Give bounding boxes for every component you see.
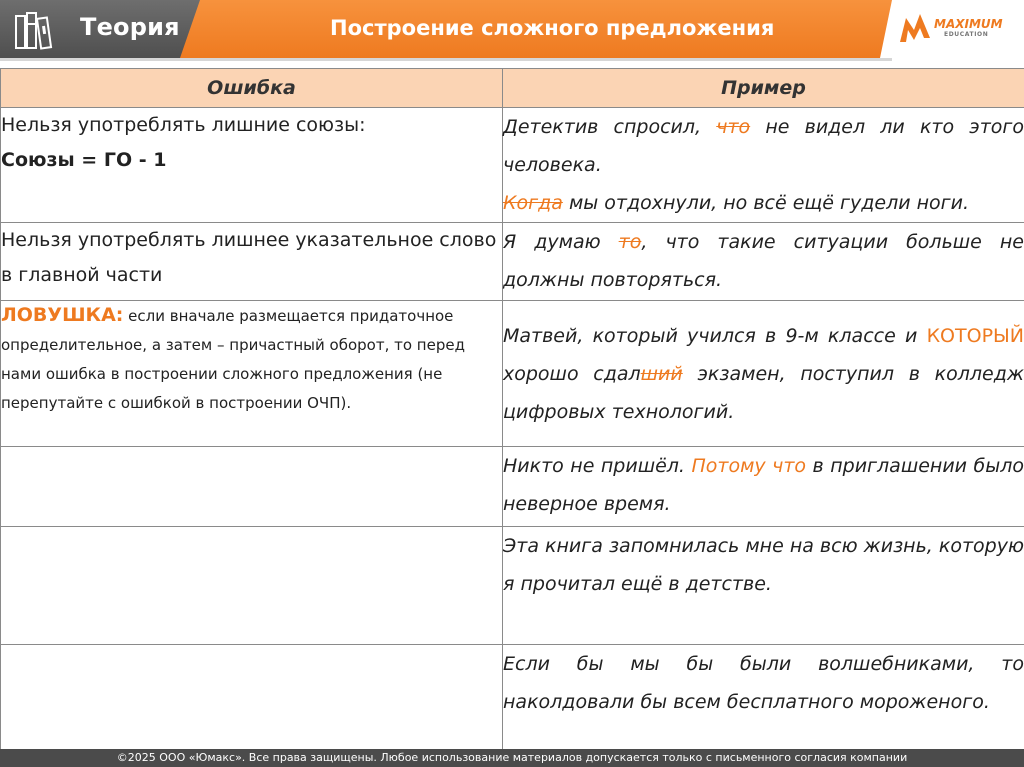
logo-sub-text: EDUCATION (944, 31, 989, 38)
col-header-error: Ошибка (1, 69, 503, 108)
table-row (1, 301, 1024, 447)
example-cell: Я думаю то, что такие ситуации больше не должны повторяться. (503, 223, 1024, 301)
table-header-row (1, 69, 1024, 108)
error-text: Нельзя употреблять лишнее указательное слово в главной части (1, 229, 497, 286)
maximum-logo (896, 8, 1020, 52)
error-table (0, 68, 1024, 755)
table-row (1, 447, 1024, 527)
example-cell: Эта книга запомнилась мне на всю жизнь, которую я прочитал ещё в детстве. (503, 527, 1024, 645)
logo-main-text: MAXIMUM (934, 17, 1003, 31)
highlighted-word: КОТОРЫЙ (926, 324, 1024, 347)
error-cell-empty (1, 447, 503, 527)
col-header-example: Пример (503, 69, 1024, 108)
error-cell (1, 108, 503, 223)
error-cell-empty (1, 527, 503, 645)
example-line: Когда мы отдохнули, но всё ещё гудели ноги. (503, 192, 970, 214)
table-row (1, 223, 1024, 301)
example-line: Детектив спросил, что не видел ли кто этого человека. (503, 116, 1024, 176)
example-cell: Если бы мы бы были волшебниками, то наколдовали бы всем бесплатного мороженого. (503, 645, 1024, 755)
error-cell (1, 223, 503, 301)
trap-label: ЛОВУШКА: (1, 304, 124, 326)
example-cell (503, 108, 1024, 223)
error-cell-empty (1, 645, 503, 755)
example-cell: Никто не пришёл. Потому что в приглашении было неверное время. (503, 447, 1024, 527)
copyright-footer: ©2025 ООО «Юмакс». Все права защищены. Любое использование материалов допускается только с письменного согласия компании (0, 749, 1024, 767)
error-text: Нельзя употреблять лишние союзы: (1, 114, 366, 136)
logo-mark-icon (896, 8, 936, 48)
struck-word: что (716, 116, 751, 138)
example-cell: Матвей, который учился в 9-м классе и КОТОРЫЙ хорошо сдалший экзамен, поступил в колледж цифровых технологий. (503, 301, 1024, 447)
trap-text: если вначале размещается придаточное определительное, а затем – причастный оборот, то перед нами ошибка в построении сложного предложения (не перепутайте с ошибкой в построении ОЧП). (1, 307, 465, 412)
section-title: Теория (80, 13, 180, 41)
topic-title: Построение сложного предложения (330, 16, 775, 40)
table-row (1, 527, 1024, 645)
header-underline (0, 58, 892, 61)
slide-header (0, 0, 1024, 58)
error-formula: Союзы = ГО - 1 (1, 149, 167, 171)
table-row (1, 108, 1024, 223)
struck-word: то (618, 231, 642, 253)
books-icon (14, 10, 64, 50)
table-row (1, 645, 1024, 755)
error-cell (1, 301, 503, 447)
struck-word: ший (640, 362, 683, 385)
struck-word: Когда (503, 192, 563, 214)
highlighted-word: Потому что (691, 455, 807, 477)
